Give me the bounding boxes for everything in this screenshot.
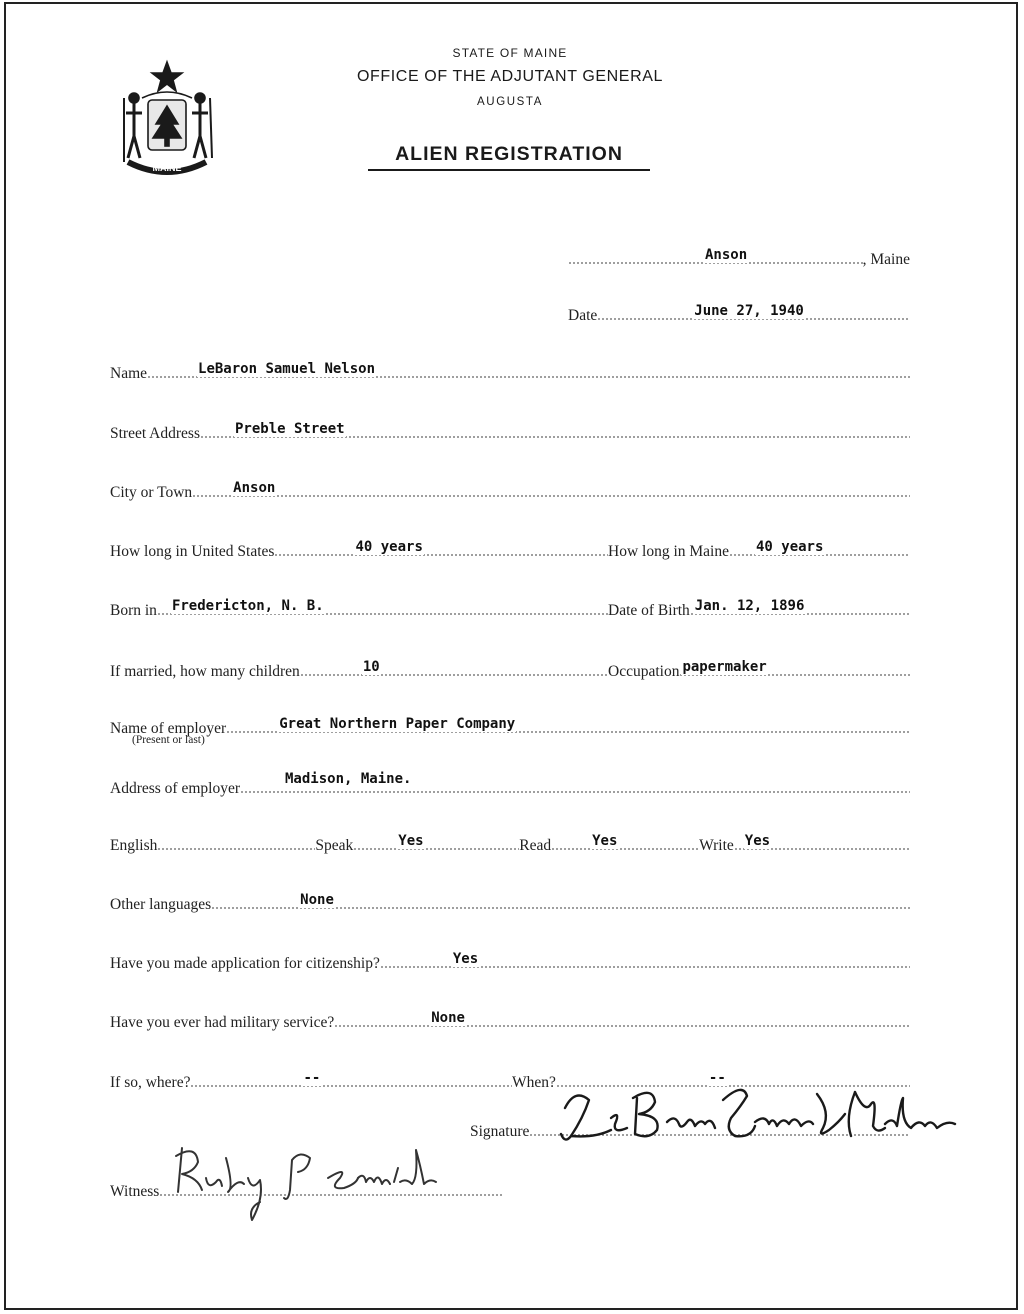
employer-field[interactable]	[226, 715, 910, 733]
read-label: Read	[519, 837, 552, 854]
date-value: June 27, 1940	[694, 303, 804, 319]
born-row	[110, 597, 608, 621]
write-label: Write	[699, 837, 734, 854]
other-languages-label: Other languages	[110, 896, 212, 913]
children-field[interactable]	[300, 658, 608, 676]
us-years-field[interactable]	[274, 538, 608, 556]
born-field[interactable]	[157, 597, 608, 615]
when-value: --	[708, 1070, 726, 1086]
street-field[interactable]	[200, 420, 910, 438]
children-row	[110, 658, 608, 682]
military-row	[110, 1009, 910, 1033]
employer-address-row	[110, 771, 910, 799]
employer-address-field[interactable]	[240, 771, 910, 793]
speak-value: Yes	[398, 833, 424, 849]
date-field[interactable]	[597, 302, 910, 320]
english-label: English	[110, 837, 158, 854]
header-city: AUGUSTA	[477, 96, 543, 108]
maine-years-value: 40 years	[755, 539, 824, 555]
street-row	[110, 420, 910, 444]
speak-label: Speak	[315, 837, 354, 854]
city-field[interactable]	[192, 479, 910, 497]
employer-row	[110, 715, 910, 739]
where-label: If so, where?	[110, 1074, 191, 1091]
write-value: Yes	[744, 833, 771, 849]
dob-row	[608, 597, 910, 621]
us-years-row	[110, 538, 608, 562]
occupation-row	[608, 658, 910, 682]
name-field[interactable]	[147, 360, 910, 378]
city-label: City or Town	[110, 484, 193, 501]
other-languages-row	[110, 891, 910, 915]
applicant-signature	[555, 1078, 965, 1148]
name-value: LeBaron Samuel Nelson	[198, 361, 376, 377]
maine-years-label: How long in Maine	[608, 543, 729, 560]
name-label: Name	[110, 365, 148, 382]
occupation-value: papermaker	[682, 659, 767, 675]
place-value: Anson	[705, 247, 748, 263]
born-value: Fredericton, N. B.	[171, 598, 324, 614]
street-value: Preble Street	[234, 421, 345, 437]
witness-label: Witness	[110, 1183, 160, 1200]
name-row	[110, 360, 910, 384]
employer-value: Great Northern Paper Company	[279, 716, 516, 732]
military-field[interactable]	[334, 1009, 910, 1027]
street-label: Street Address	[110, 425, 200, 442]
place-row	[568, 246, 910, 270]
date-row	[568, 302, 910, 326]
employer-sublabel: (Present or last)	[132, 734, 205, 746]
witness-signature	[168, 1138, 448, 1222]
citizenship-label: Have you made application for citizenship?	[110, 955, 380, 972]
employer-address-value: Madison, Maine.	[285, 771, 412, 787]
children-value: 10	[362, 659, 380, 675]
speak-field[interactable]	[353, 832, 519, 850]
citizenship-field[interactable]	[380, 950, 910, 968]
read-field[interactable]	[551, 832, 699, 850]
english-dots	[157, 832, 315, 850]
military-value: None	[431, 1010, 465, 1026]
maine-years-row	[608, 538, 910, 562]
date-label: Date	[568, 307, 598, 324]
header-office: OFFICE OF THE ADJUTANT GENERAL	[356, 68, 664, 85]
signature-label: Signature	[470, 1123, 530, 1140]
place-suffix: , Maine	[862, 251, 910, 268]
employer-label: Name of employer	[110, 720, 227, 737]
city-value: Anson	[233, 480, 276, 496]
maine-years-field[interactable]	[729, 538, 910, 556]
occupation-field[interactable]	[679, 658, 910, 676]
dob-field[interactable]	[690, 597, 910, 615]
where-field[interactable]	[190, 1069, 512, 1087]
maine-state-seal	[112, 58, 222, 184]
us-years-label: How long in United States	[110, 543, 275, 560]
dob-value: Jan. 12, 1896	[694, 598, 805, 614]
form-title: ALIEN REGISTRATION	[368, 143, 650, 171]
english-row	[110, 832, 910, 856]
write-field[interactable]	[734, 832, 910, 850]
place-field[interactable]	[568, 246, 863, 264]
born-label: Born in	[110, 602, 157, 619]
city-row	[110, 479, 910, 503]
military-label: Have you ever had military service?	[110, 1014, 335, 1031]
other-languages-value: None	[300, 892, 334, 908]
occupation-label: Occupation	[608, 663, 680, 680]
employer-address-label: Address of employer	[110, 780, 240, 797]
where-value: --	[303, 1070, 321, 1086]
svg-text:MAINE: MAINE	[152, 163, 182, 173]
us-years-value: 40 years	[355, 539, 423, 555]
when-label: When?	[512, 1074, 556, 1091]
header-state: STATE OF MAINE	[452, 46, 568, 60]
dob-label: Date of Birth	[608, 602, 690, 619]
read-value: Yes	[592, 833, 618, 849]
children-label: If married, how many children	[110, 663, 300, 680]
other-languages-field[interactable]	[211, 891, 910, 909]
citizenship-row	[110, 950, 910, 974]
citizenship-value: Yes	[452, 951, 479, 967]
where-row	[110, 1069, 512, 1093]
